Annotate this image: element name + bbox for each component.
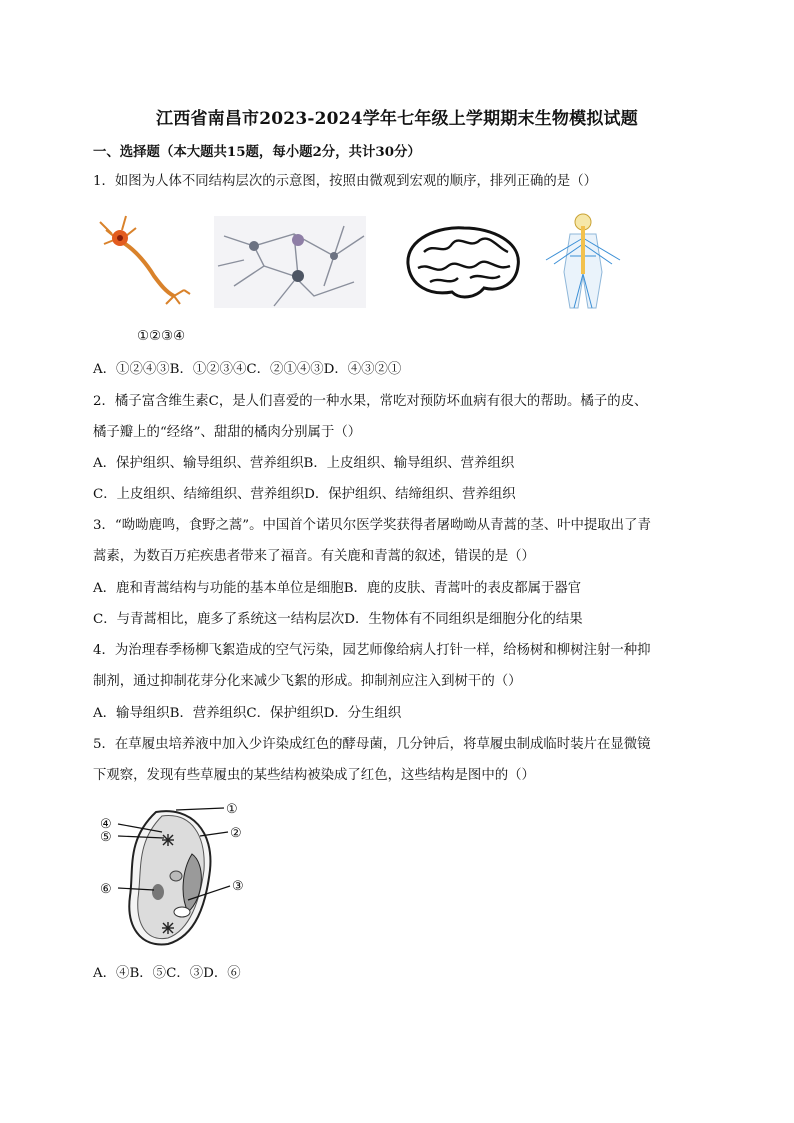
question-2-stem-line1: 2．橘子富含维生素C，是人们喜爱的一种水果，常吃对预防坏血病有很大的帮助。橘子的皮、 [93, 394, 648, 409]
question-2-options-line2: C．上皮组织、结缔组织、营养组织D．保护组织、结缔组织、营养组织 [93, 487, 516, 502]
question-2-options-line1: A．保护组织、输导组织、营养组织B．上皮组织、输导组织、营养组织 [93, 456, 515, 471]
callout-3: ③ [232, 879, 244, 894]
callout-2: ② [230, 826, 242, 841]
figure-1-labels: ①②③④ [137, 329, 186, 344]
callout-4: ④ [100, 817, 112, 832]
callout-5: ⑤ [100, 830, 112, 845]
question-4-stem-line2: 制剂，通过抑制花芽分化来减少飞絮的形成。抑制剂应注入到树干的（） [93, 674, 522, 689]
page-title: 江西省南昌市2023-2024学年七年级上学期期末生物模拟试题 [156, 109, 638, 129]
callout-1: ① [226, 802, 238, 817]
question-5-stem-line2: 下观察，发现有些草履虫的某些结构被染成了红色，这些结构是图中的（） [93, 768, 535, 783]
callout-6: ⑥ [100, 882, 112, 897]
neuron-figure [96, 210, 196, 306]
question-4-options: A．输导组织B．营养组织C．保护组织D．分生组织 [93, 706, 402, 721]
question-3-options-line2: C．与青蒿相比，鹿多了系统这一结构层次D．生物体有不同组织是细胞分化的结果 [93, 612, 583, 627]
question-4-stem-line1: 4．为治理春季杨柳飞絮造成的空气污染，园艺师像给病人打针一样，给杨树和柳树注射一种抑 [93, 643, 651, 658]
nervous-system-figure [540, 212, 626, 312]
question-3-stem-line2: 蒿素，为数百万疟疾患者带来了福音。有关鹿和青蒿的叙述，错误的是（） [93, 549, 535, 564]
question-3-options-line1: A．鹿和青蒿结构与功能的基本单位是细胞B．鹿的皮肤、青蒿叶的表皮都属于器官 [93, 581, 582, 596]
brain-figure [400, 222, 524, 304]
question-2-stem-line2: 橘子瓣上的“经络”、甜甜的橘肉分别属于（） [93, 425, 362, 440]
section-heading: 一、选择题（本大题共15题，每小题2分，共计30分） [93, 144, 421, 160]
paramecium-figure [96, 800, 256, 950]
question-3-stem-line1: 3．“呦呦鹿鸣，食野之蒿”。中国首个诺贝尔医学奖获得者屠呦呦从青蒿的茎、叶中提取出了青 [93, 518, 651, 533]
nerve-tissue-figure [214, 216, 366, 308]
question-1-options: A．①②④③B．①②③④C．②①④③D．④③②① [93, 362, 402, 377]
question-5-stem-line1: 5．在草履虫培养液中加入少许染成红色的酵母菌，几分钟后，将草履虫制成临时装片在显微镜 [93, 737, 651, 752]
question-1-stem: 1．如图为人体不同结构层次的示意图，按照由微观到宏观的顺序，排列正确的是（） [93, 174, 597, 189]
question-5-options: A．④B．⑤C．③D．⑥ [93, 966, 241, 981]
